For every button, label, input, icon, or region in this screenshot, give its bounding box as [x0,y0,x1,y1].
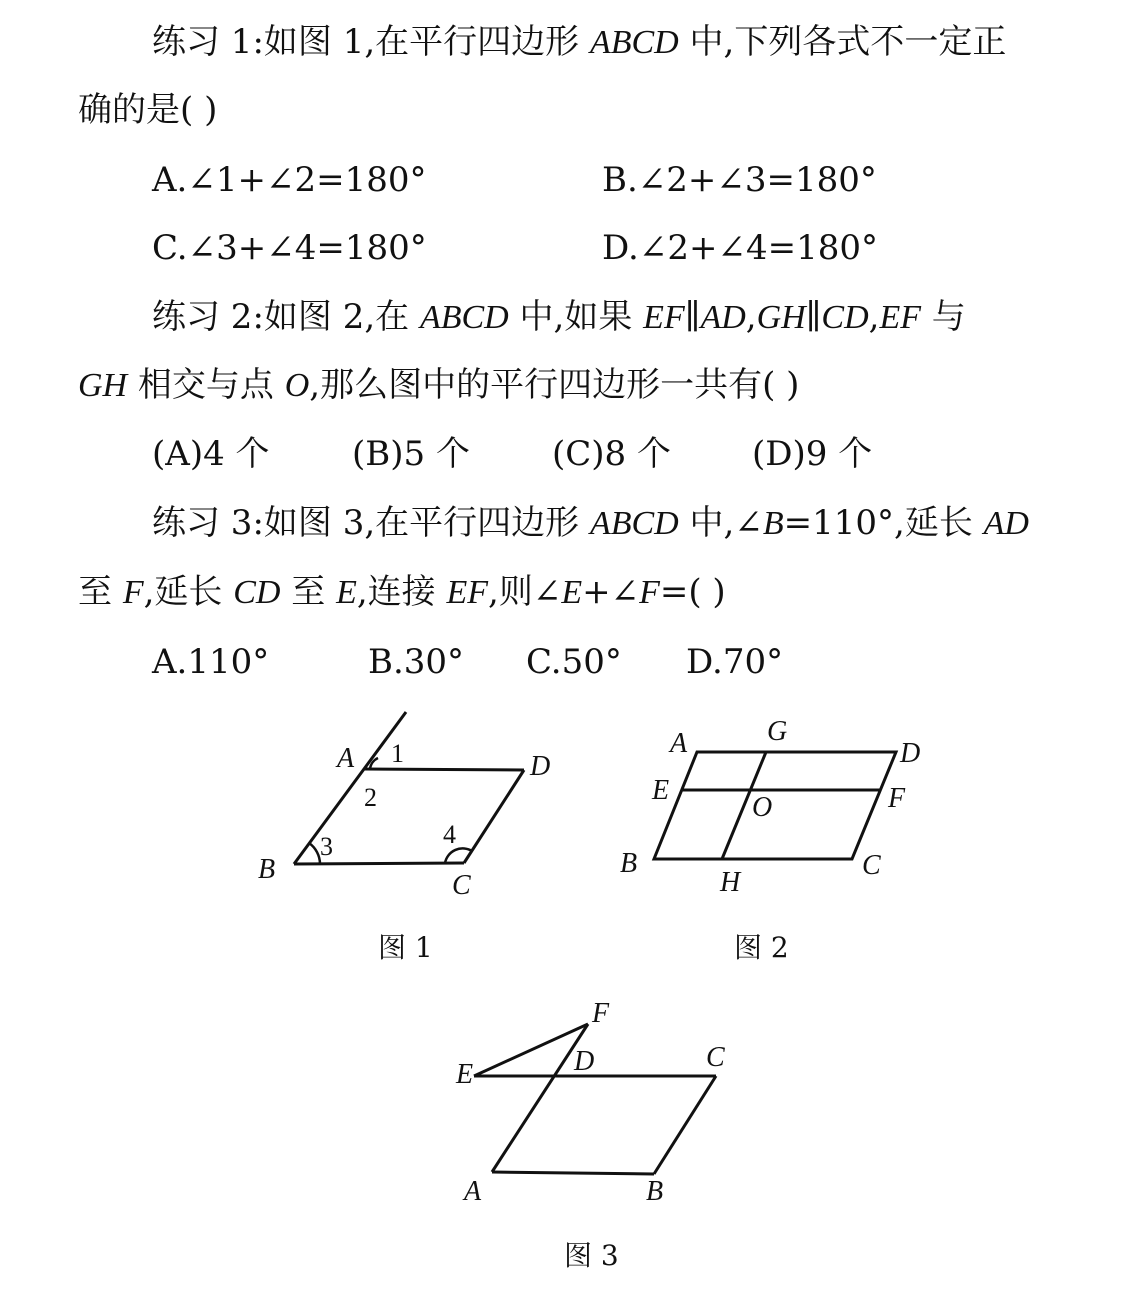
text: +∠ [582,572,640,612]
text: O [284,367,310,404]
text: =110°,延长 [783,503,984,543]
text: E [336,574,357,611]
figure-2-label-o: O [752,792,773,823]
text: GH [78,367,128,404]
exercise-2-option-c: (C)8 个 [552,434,671,474]
text: AD [700,299,746,336]
exercise-1-option-b: B.∠2+∠3=180° [602,160,877,200]
figure-1-label-c: C [452,870,471,901]
text: 练习 3:如图 3,在平行四边形 [152,503,590,543]
figure-2-caption: 图 2 [734,931,789,964]
figure-3-side-ab [492,1172,654,1174]
text: GH [756,299,806,336]
figure-1-angle-mark-b [309,843,320,864]
figure-2 [654,752,896,859]
exercise-3-option-d: D.70° [686,642,784,682]
text: AD [983,505,1029,542]
text: ABCD [589,505,679,542]
text: EF [446,574,489,611]
exercise-3-option-c: C.50° [526,642,622,682]
figure-3-label-f: F [592,998,610,1029]
figure-2-label-c: C [862,850,881,881]
figure-1-label-b: B [258,854,276,885]
figure-1-angle-2: 2 [364,783,377,812]
figure-3-label-b: B [646,1176,664,1207]
text: ABCD [419,299,509,336]
text: CD [233,574,281,611]
figure-1-side-ad [364,769,524,770]
figure-2-label-f: F [888,783,906,814]
figure-2-label-a: A [670,728,688,759]
figure-2-parallelogram-abcd [654,752,896,859]
exercise-3-option-b: B.30° [368,642,465,682]
text: 中,下列各式不一定正 [678,22,1007,62]
text: EF [879,299,921,336]
exercise-1-option-c: C.∠3+∠4=180° [152,228,427,268]
figure-1-angle-4: 4 [443,820,456,849]
text: 相交与点 [127,365,285,405]
text: CD [821,299,869,336]
text: 至 [78,572,123,612]
exercise-1-line-2: 确的是( ) [78,90,218,130]
text: F [639,574,660,611]
figure-2-label-g: G [767,716,788,747]
text: ABCD [589,24,679,61]
text: 与 [921,297,966,337]
figure-2-label-d: D [900,738,921,769]
text: 中,如果 [508,297,644,337]
figure-3-label-d: D [574,1046,595,1077]
text: ,那么图中的平行四边形一共有( ) [309,365,800,405]
text: 中,∠ [678,503,763,543]
figure-1-label-a: A [337,743,355,774]
figure-3-label-c: C [706,1042,725,1073]
exercise-3-option-a: A.110° [152,642,270,682]
exercise-1-option-a: A.∠1+∠2=180° [152,160,427,200]
exercise-2-option-b: (B)5 个 [352,434,470,474]
figure-1-line-ab-extended [294,712,406,864]
text: 练习 2:如图 2,在 [152,297,420,337]
text: E [561,574,583,611]
exercise-1-option-d: D.∠2+∠4=180° [602,228,878,268]
parallel-symbol: ∥ [805,297,822,337]
figure-2-label-b: B [620,848,638,879]
text: 至 [280,572,337,612]
figure-3-caption: 图 3 [564,1239,619,1272]
figure-1-angle-3: 3 [320,832,333,861]
text: F [122,574,144,611]
text: 练习 1:如图 1,在平行四边形 [152,22,590,62]
exercise-2-option-a: (A)4 个 [152,434,270,474]
parallel-symbol: ∥ [684,297,701,337]
text: =( ) [659,572,726,612]
text: B [762,505,784,542]
figure-2-label-e: E [652,775,670,806]
figure-1-caption: 图 1 [378,931,433,964]
figure-3-label-e: E [456,1059,474,1090]
text: ,延长 [143,572,234,612]
exercise-2-option-d: (D)9 个 [752,434,873,474]
figure-1-angle-1: 1 [391,739,404,768]
text: ,则∠ [488,572,562,612]
text: , [745,297,757,337]
text: ,连接 [356,572,447,612]
text: EF [643,299,685,336]
figure-3-side-bc [654,1076,716,1174]
figure-2-label-h: H [720,867,741,898]
figure-3 [474,1024,716,1174]
figure-3-label-a: A [464,1176,482,1207]
figure-1-label-d: D [530,751,551,782]
text: , [868,297,880,337]
figure-1-side-dc [464,770,524,863]
